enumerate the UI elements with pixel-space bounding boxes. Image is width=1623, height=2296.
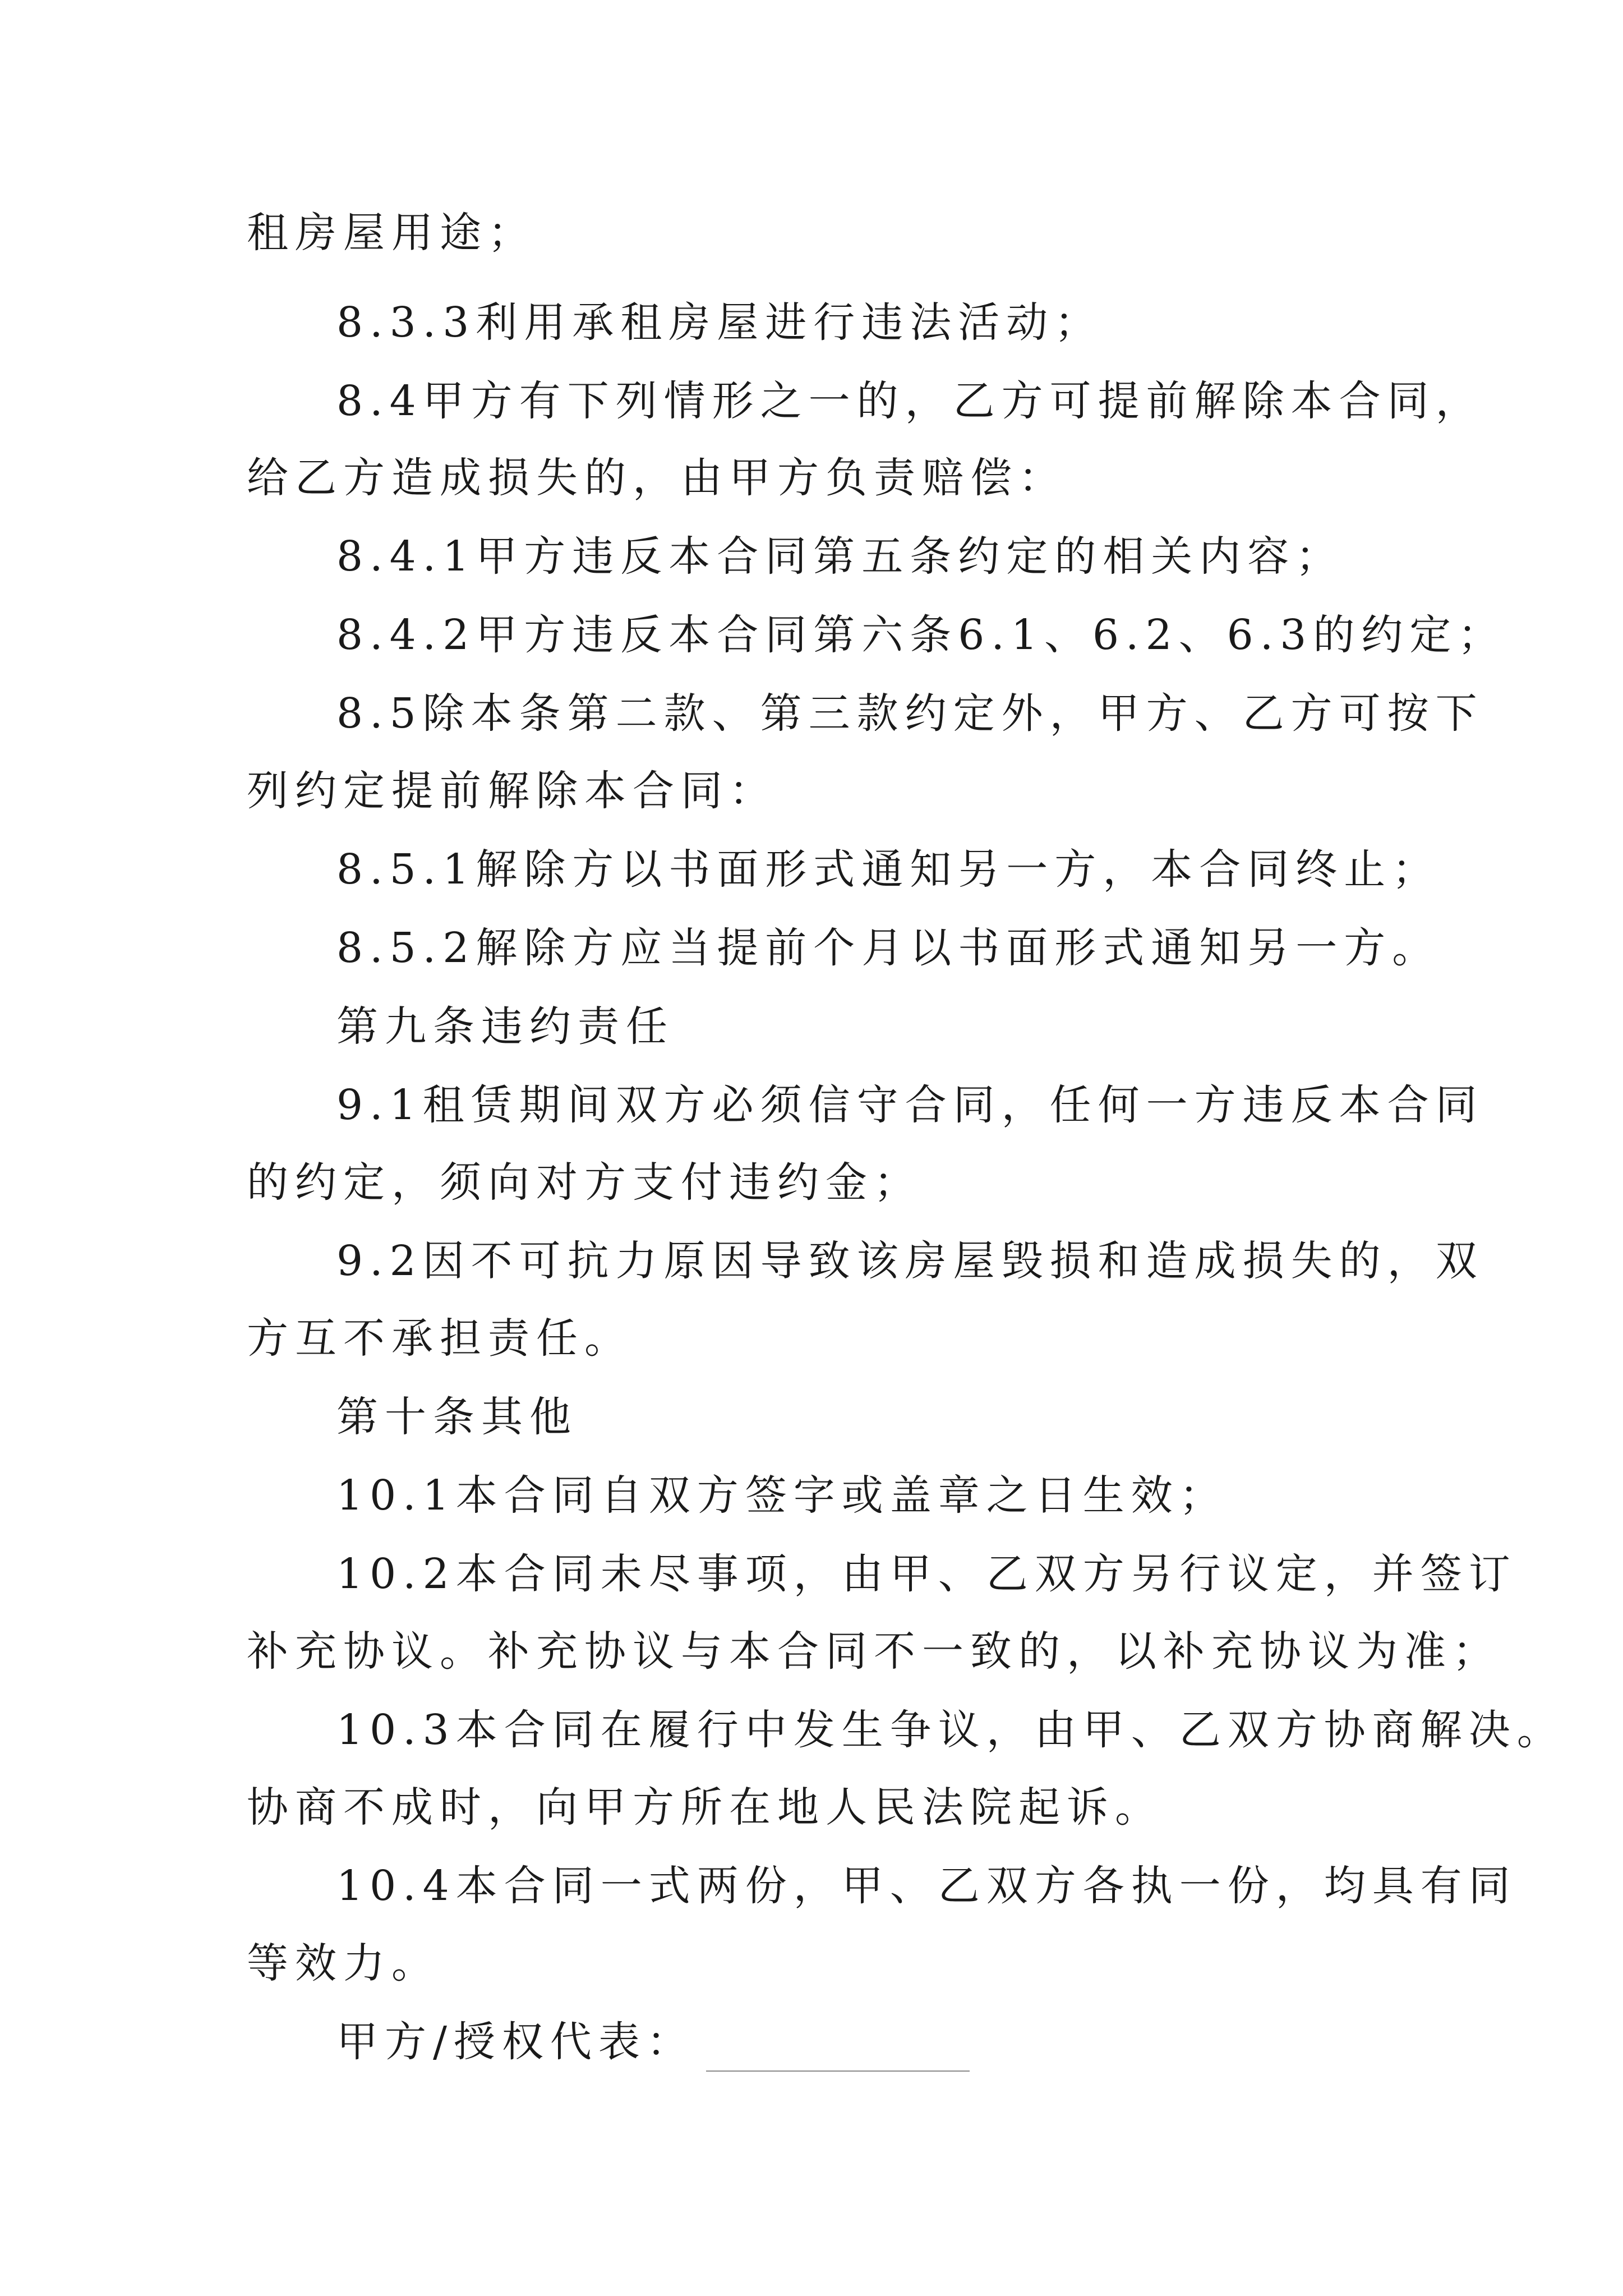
signature-label: 甲方/授权代表： — [336, 2018, 695, 2066]
clause-8-4-2: 8.4.2甲方违反本合同第六条6.1、6.2、6.3的约定； — [336, 611, 1506, 659]
clause-8-4: 8.4甲方有下列情形之一的，乙方可提前解除本合同， — [336, 377, 1484, 425]
text-line: 等效力。 — [247, 1939, 440, 1987]
signature-field[interactable] — [706, 2070, 970, 2072]
clause-8-5-1: 8.5.1解除方以书面形式通知另一方，本合同终止； — [336, 845, 1441, 894]
clause-10-2: 10.2本合同未尽事项，由甲、乙双方另行议定，并签订 — [336, 1550, 1517, 1598]
text-line: 租房屋用途； — [247, 209, 536, 257]
clause-8-5-2: 8.5.2解除方应当提前个月以书面形式通知另一方。 — [336, 924, 1441, 972]
text-line: 协商不成时，向甲方所在地人民法院起诉。 — [247, 1783, 1163, 1832]
clause-9-2: 9.2因不可抗力原因导致该房屋毁损和造成损失的，双 — [336, 1237, 1484, 1285]
clause-8-4-1: 8.4.1甲方违反本合同第五条约定的相关内容； — [336, 532, 1344, 581]
clause-8-3-3: 8.3.3利用承租房屋进行违法活动； — [336, 298, 1103, 347]
text-line: 的约定，须向对方支付违约金； — [247, 1158, 922, 1207]
clause-9-1: 9.1租赁期间双方必须信守合同，任何一方违反本合同 — [336, 1081, 1484, 1129]
text-line: 给乙方造成损失的，由甲方负责赔偿： — [247, 454, 1067, 502]
text-line: 方互不承担责任。 — [247, 1314, 633, 1363]
signature-line — [336, 2011, 970, 2073]
clause-10-4: 10.4本合同一式两份，甲、乙双方各执一份，均具有同 — [336, 1862, 1517, 1910]
text-line: 列约定提前解除本合同： — [247, 767, 777, 815]
clause-10-1: 10.1本合同自双方签字或盖章之日生效； — [336, 1471, 1228, 1520]
clause-8-5: 8.5除本条第二款、第三款约定外，甲方、乙方可按下 — [336, 689, 1484, 738]
article-10-heading: 第十条其他 — [336, 1393, 578, 1441]
clause-10-3: 10.3本合同在履行中发生争议，由甲、乙双方协商解决。 — [336, 1706, 1565, 1754]
article-9-heading: 第九条违约责任 — [336, 1002, 674, 1051]
text-line: 补充协议。补充协议与本合同不一致的，以补充协议为准； — [247, 1627, 1501, 1676]
